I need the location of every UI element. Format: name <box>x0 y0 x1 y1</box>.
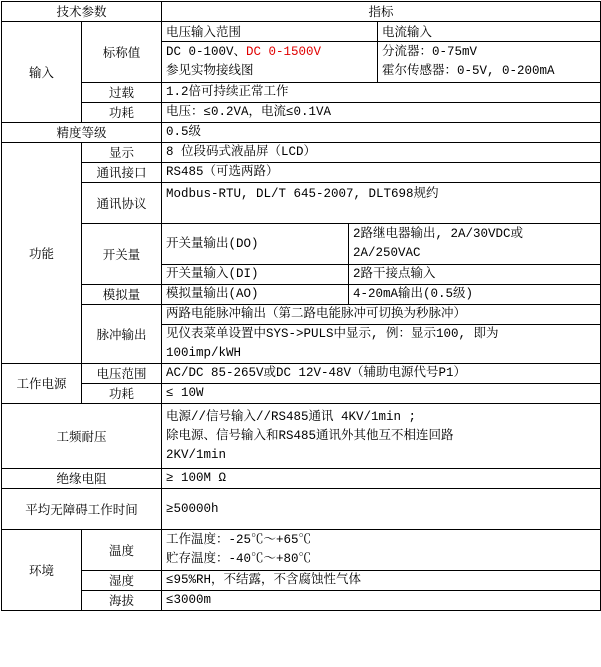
spec-table <box>1 1 601 611</box>
overload-label: 过载 <box>82 83 162 103</box>
header-spec: 指标 <box>162 2 601 22</box>
ao-label: 模拟量输出(AO) <box>162 285 349 305</box>
do-label: 开关量输出(DO) <box>162 224 349 265</box>
table-row <box>2 224 601 265</box>
voltage-range-label: 电压范围 <box>82 364 162 384</box>
overload-value: 1.2倍可持续正常工作 <box>162 83 601 103</box>
table-row <box>2 83 601 103</box>
table-row <box>2 103 601 123</box>
di-label: 开关量输入(DI) <box>162 265 349 285</box>
table-row <box>2 364 601 384</box>
table-row <box>2 404 601 469</box>
table-row <box>2 489 601 530</box>
altitude-label: 海拔 <box>82 591 162 611</box>
mtbf-value: ≥50000h <box>162 489 601 530</box>
withstand-line3: 2KV/1min <box>166 447 227 462</box>
current-shunt: 分流器：0-75mV <box>382 45 478 59</box>
voltage-range-1: DC 0-100V、 <box>166 45 247 59</box>
function-label: 功能 <box>2 143 82 364</box>
table-header-row <box>2 2 601 22</box>
withstand-label: 工频耐压 <box>2 404 162 469</box>
table-row <box>2 591 601 611</box>
voltage-range-note: 参见实物接线图 <box>166 64 254 78</box>
do-value-line2: 2A/250VAC <box>353 246 421 260</box>
altitude-value: ≤3000m <box>162 591 601 611</box>
comm-protocol-label: 通讯协议 <box>82 183 162 224</box>
pulse-label: 脉冲输出 <box>82 305 162 364</box>
table-row <box>2 469 601 489</box>
voltage-input-range-head: 电压输入范围 <box>162 22 378 42</box>
current-input-head: 电流输入 <box>378 22 601 42</box>
insulation-value: ≥ 100M Ω <box>162 469 601 489</box>
humidity-value: ≤95%RH，不结露，不含腐蚀性气体 <box>162 571 601 591</box>
switch-label: 开关量 <box>82 224 162 285</box>
table-row <box>2 384 601 404</box>
power-supply-label: 工作电源 <box>2 364 82 404</box>
environment-label: 环境 <box>2 530 82 611</box>
nominal-label: 标称值 <box>82 22 162 83</box>
analog-label: 模拟量 <box>82 285 162 305</box>
table-row <box>2 143 601 163</box>
table-row <box>2 22 601 42</box>
table-row <box>2 530 601 571</box>
temperature-label: 温度 <box>82 530 162 571</box>
table-row <box>2 163 601 183</box>
pulse-line3: 100imp/kWH <box>162 344 601 364</box>
voltage-range-2: DC 0-1500V <box>246 45 322 59</box>
voltage-range-value: AC/DC 85-265V或DC 12V-48V（辅助电源代号P1） <box>162 364 601 384</box>
humidity-label: 湿度 <box>82 571 162 591</box>
withstand-line2: 除电源、信号输入和RS485通讯外其他互不相连回路 <box>166 428 454 443</box>
header-param: 技术参数 <box>2 2 162 22</box>
ao-value: 4-20mA输出(0.5级) <box>349 285 601 305</box>
voltage-input-range-value <box>162 42 378 83</box>
supply-power-value: ≤ 10W <box>162 384 601 404</box>
temperature-value <box>162 530 601 571</box>
display-value: 8 位段码式液晶屏（LCD） <box>162 143 601 163</box>
input-power-value: 电压：≤0.2VA，电流≤0.1VA <box>162 103 601 123</box>
mtbf-label: 平均无障碍工作时间 <box>2 489 162 530</box>
comm-interface-label: 通讯接口 <box>82 163 162 183</box>
current-input-value <box>378 42 601 83</box>
di-value: 2路干接点输入 <box>349 265 601 285</box>
display-label: 显示 <box>82 143 162 163</box>
storage-temperature: 贮存温度：-40℃～+80℃ <box>166 552 312 566</box>
withstand-line1: 电源//信号输入//RS485通讯 4KV/1min ; <box>166 409 417 424</box>
do-value <box>349 224 601 265</box>
table-row <box>2 183 601 224</box>
insulation-label: 绝缘电阻 <box>2 469 162 489</box>
comm-protocol-value: Modbus-RTU, DL/T 645-2007, DLT698规约 <box>162 183 601 224</box>
input-label: 输入 <box>2 22 82 123</box>
withstand-value <box>162 404 601 469</box>
pulse-line1: 两路电能脉冲输出（第二路电能脉冲可切换为秒脉冲） <box>162 305 601 325</box>
table-row <box>2 285 601 305</box>
accuracy-label: 精度等级 <box>2 123 162 143</box>
input-power-label: 功耗 <box>82 103 162 123</box>
table-row <box>2 123 601 143</box>
pulse-line2: 见仪表菜单设置中SYS->PULS中显示, 例：显示100, 即为 <box>162 325 601 345</box>
table-row <box>2 571 601 591</box>
supply-power-label: 功耗 <box>82 384 162 404</box>
work-temperature: 工作温度：-25℃～+65℃ <box>166 533 312 547</box>
accuracy-value: 0.5级 <box>162 123 601 143</box>
comm-interface-value: RS485（可选两路） <box>162 163 601 183</box>
current-hall: 霍尔传感器：0-5V, 0-200mA <box>382 64 555 78</box>
table-row <box>2 305 601 325</box>
do-value-line1: 2路继电器输出, 2A/30VDC或 <box>353 227 524 241</box>
